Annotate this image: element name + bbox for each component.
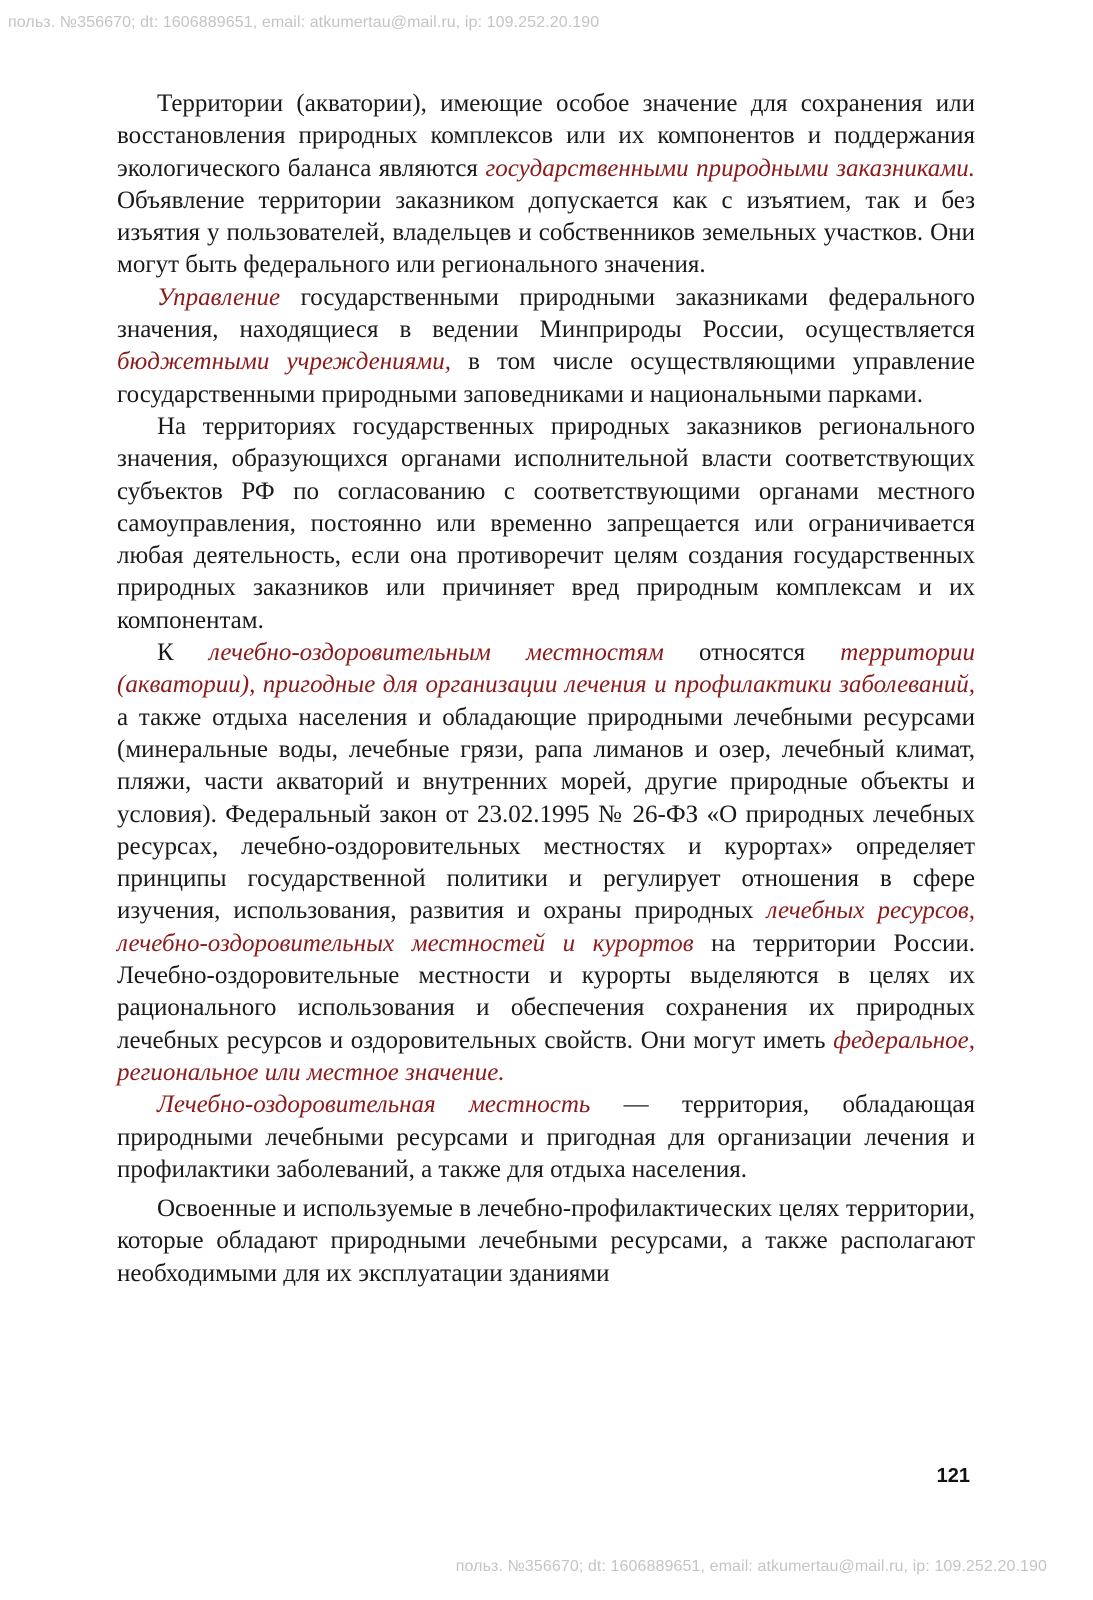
paragraph-segment: на территории России. Лечебно-оздоровительные местности и курорты выделяются в целях их рационального использования и обеспечения сохранения их природных лечебных ресурсов и оздоровительных свойств. Они могут иметь xyxy=(117,929,975,1054)
paragraph-segment: Объявление территории заказником допускается как с изъятием, так и без изъятия у пользователей, владельцев и собственников земельных участков. Они могут быть федерального или регионального значения. xyxy=(117,186,975,279)
paragraph-segment: Территории (акватории), имеющие особое значение для сохранения или восстановления природных комплексов или их компонентов и поддержания экологического баланса являются xyxy=(117,90,975,182)
highlighted-term: лечебных ресурсов, лечебно-оздоровительных местностей и курортов xyxy=(117,897,975,957)
highlighted-term: государственными природными заказниками. xyxy=(485,154,975,182)
paragraph-segment: К xyxy=(157,639,209,667)
paragraph-segment: относятся xyxy=(663,639,841,667)
highlighted-term: Лечебно-оздоровительная местность xyxy=(157,1091,591,1119)
highlighted-term: территории (акватории), пригодные для организации лечения и профилактики заболеваний, xyxy=(117,639,975,699)
paragraph-segment: а также отдыха населения и обладающие природными лечебными ресурсами (минеральные воды, лечебные грязи, рапа лиманов и озер, лечебный климат, пляжи, части акваторий и внутренних морей, другие природные объекты и условия). Федеральный закон от 23.02.1995 № 26-ФЗ «О природных лечебных ресурсах, лечебно-оздоровительных местностях и курортах» определяет принципы государственной политики и регулирует отношения в сфере изучения, использования, развития и охраны природных xyxy=(117,703,975,925)
paragraph-6 xyxy=(117,1193,975,1290)
paragraph-2 xyxy=(117,282,975,411)
body-text xyxy=(117,88,975,1290)
paragraph-5 xyxy=(117,1089,975,1186)
paragraph-4 xyxy=(117,637,975,1089)
paragraph-segment: — территория, обладающая природными лечебными ресурсами и пригодная для организации лечения и профилактики заболеваний, а также для отдыха населения. xyxy=(117,1091,975,1183)
watermark-bottom: польз. №356670; dt: 1606889651, email: atkumertau@mail.ru, ip: 109.252.20.190 xyxy=(455,1558,1047,1575)
highlighted-term: федеральное, региональное или местное значение. xyxy=(117,1026,975,1086)
paragraph-segment: государственными природными заказниками федерального значения, находящиеся в ведении Минприроды России, осуществляется xyxy=(117,283,975,344)
highlighted-term: лечебно-оздоровительным местностям xyxy=(208,639,664,667)
highlighted-term: Управление xyxy=(157,283,281,311)
watermark-top: польз. №356670; dt: 1606889651, email: atkumertau@mail.ru, ip: 109.252.20.190 xyxy=(8,14,600,31)
paragraph-segment: в том числе осуществляющими управление государственными природными заповедниками и национальными парками. xyxy=(117,348,975,408)
paragraph-segment: Освоенные и используемые в лечебно-профилактических целях территории, которые обладают природными лечебными ресурсами, а также располагают необходимыми для их эксплуатации зданиями xyxy=(117,1195,975,1287)
page-number: 121 xyxy=(936,1465,970,1487)
paragraph-3 xyxy=(117,411,975,637)
highlighted-term: бюджетными учреждениями, xyxy=(117,348,451,376)
paragraph-1 xyxy=(117,88,975,282)
paragraph-segment: На территориях государственных природных заказников регионального значения, образующихся органами исполнительной власти соответствующих субъектов РФ по согласованию с соответствующими органами местного самоуправления, постоянно или временно запрещается или ограничивается любая деятельность, если она противоречит целям создания государственных природных заказников или причиняет вред природным комплексам и их компонентам. xyxy=(117,412,975,634)
